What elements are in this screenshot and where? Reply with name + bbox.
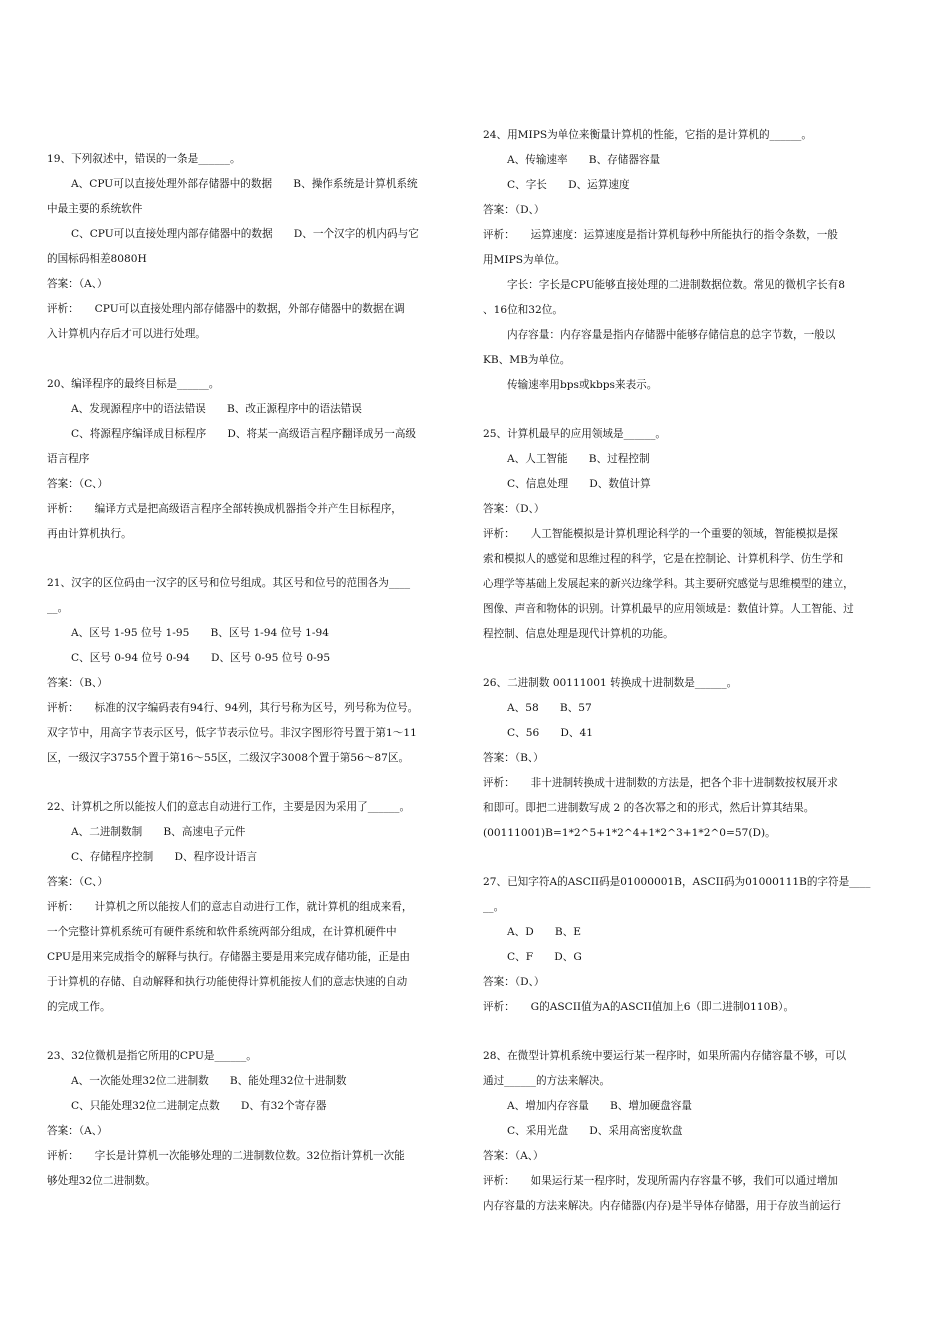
- question-stem: 28、在微型计算机系统中要运行某一程序时，如果所需内存储容量不够，可以: [483, 1050, 847, 1062]
- analysis-line: 评析： CPU可以直接处理内部存储器中的数据，外部存储器中的数据在调: [47, 303, 405, 315]
- text-line: 心理学等基础上发展起来的新兴边缘学科。其主要研究感觉与思维模型的建立，: [483, 578, 854, 590]
- text-line: 于计算机的存储、自动解释和执行功能使得计算机能按人们的意志快速的自动: [47, 976, 408, 988]
- question-stem: 21、汉字的区位码由一汉字的区号和位号组成。其区号和位号的范围各为____: [47, 577, 411, 589]
- text-line: 一个完整计算机系统可有硬件系统和软件系统两部分组成，在计算机硬件中: [47, 926, 397, 938]
- option-line: C、只能处理32位二进制定点数 D、有32个寄存器: [71, 1100, 327, 1112]
- question-stem: 22、计算机之所以能按人们的意志自动进行工作，主要是因为采用了______。: [47, 801, 411, 813]
- question-block-q24: [483, 123, 888, 398]
- question-stem: 25、计算机最早的应用领域是______。: [483, 428, 666, 440]
- text-line: 语言程序: [47, 453, 90, 465]
- option-line: C、将源程序编译成目标程序 D、将某一高级语言程序翻译成另一高级: [71, 428, 417, 440]
- text-line: 够处理32位二进制数。: [47, 1175, 156, 1187]
- text-line: 内存容量的方法来解决。内存储器(内存)是半导体存储器，用于存放当前运行: [483, 1200, 841, 1212]
- text-line: 程控制、信息处理是现代计算机的功能。: [483, 628, 674, 640]
- question-block-q23: [47, 1044, 452, 1194]
- option-line: C、56 D、41: [507, 727, 593, 739]
- option-line: A、二进制数制 B、高速电子元件: [71, 826, 246, 838]
- text-line: 、16位和32位。: [483, 304, 563, 316]
- option-line: C、采用光盘 D、采用高密度软盘: [507, 1125, 683, 1137]
- text-line: 双字节中，用高字节表示区号，低字节表示位号。非汉字图形符号置于第1～11: [47, 727, 417, 739]
- text-line: __。: [47, 602, 69, 614]
- analysis-line: 评析： 运算速度：运算速度是指计算机每秒中所能执行的指令条数，一般: [483, 229, 838, 241]
- option-line: A、一次能处理32位二进制数 B、能处理32位十进制数: [71, 1075, 347, 1087]
- answer-line: 答案：（B、）: [47, 677, 108, 689]
- text-line: 中最主要的系统软件: [47, 203, 143, 215]
- question-block-q26: [483, 671, 888, 846]
- option-line: A、58 B、57: [507, 702, 592, 714]
- option-line: A、传输速率 B、存储器容量: [507, 154, 661, 166]
- question-stem: 26、二进制数 00111001 转换成十进制数是______。: [483, 677, 738, 689]
- question-block-q28: [483, 1044, 888, 1219]
- question-block-q25: [483, 422, 888, 647]
- question-block-q21: [47, 571, 452, 771]
- text-line: 再由计算机执行。: [47, 528, 132, 540]
- option-line: C、字长 D、运算速度: [507, 179, 630, 191]
- text-line: 传输速率用bps或kbps来表示。: [507, 379, 658, 391]
- option-line: A、CPU可以直接处理外部存储器中的数据 B、操作系统是计算机系统: [71, 178, 418, 190]
- answer-line: 答案：（A、）: [47, 1125, 108, 1137]
- option-line: C、存储程序控制 D、程序设计语言: [71, 851, 258, 863]
- question-block-q19: [47, 147, 452, 347]
- text-line: 的完成工作。: [47, 1001, 111, 1013]
- answer-line: 答案：（B、）: [483, 752, 544, 764]
- text-line: 图像、声音和物体的识别。计算机最早的应用领域是：数值计算。人工智能、过: [483, 603, 854, 615]
- analysis-line: 评析： 标准的汉字编码表有94行、94列，其行号称为区号，列号称为位号。: [47, 702, 419, 714]
- question-stem: 24、用MIPS为单位来衡量计算机的性能，它指的是计算机的______。: [483, 129, 812, 141]
- analysis-line: 评析： 字长是计算机一次能够处理的二进制数位数。32位指计算机一次能: [47, 1150, 405, 1162]
- text-line: 的国标码相差8080H: [47, 253, 147, 265]
- answer-line: 答案：（C、）: [47, 876, 109, 888]
- option-line: C、区号 0-94 位号 0-94 D、区号 0-95 位号 0-95: [71, 652, 331, 664]
- question-stem: 19、下列叙述中，错误的一条是______。: [47, 153, 241, 165]
- question-block-q27: [483, 870, 888, 1020]
- option-line: C、F D、G: [507, 951, 582, 963]
- text-line: 用MIPS为单位。: [483, 254, 566, 266]
- answer-line: 答案：（A、）: [47, 278, 108, 290]
- option-line: A、增加内存容量 B、增加硬盘容量: [507, 1100, 692, 1112]
- analysis-line: 评析： G的ASCII值为A的ASCII值加上6（即二进制0110B）。: [483, 1001, 795, 1013]
- analysis-line: 评析： 编译方式是把高级语言程序全部转换成机器指令并产生目标程序，: [47, 503, 402, 515]
- text-line: 索和模拟人的感觉和思维过程的科学，它是在控制论、计算机科学、仿生学和: [483, 553, 844, 565]
- text-line: __。: [483, 901, 505, 913]
- analysis-line: 评析： 非十进制转换成十进制数的方法是，把各个非十进制数按权展开求: [483, 777, 838, 789]
- question-stem: 23、32位微机是指它所用的CPU是______。: [47, 1050, 257, 1062]
- text-line: 通过______的方法来解决。: [483, 1075, 611, 1087]
- answer-line: 答案：（D、）: [483, 204, 545, 216]
- analysis-line: 评析： 人工智能模拟是计算机理论科学的一个重要的领域，智能模拟是探: [483, 528, 838, 540]
- text-line: 区，一级汉字3755个置于第16～55区，二级汉字3008个置于第56～87区。: [47, 752, 410, 764]
- option-line: C、信息处理 D、数值计算: [507, 478, 651, 490]
- question-stem: 27、已知字符A的ASCII码是01000001B，ASCII码为01000111B的字符是____: [483, 876, 871, 888]
- question-block-q20: [47, 372, 452, 547]
- text-line: CPU是用来完成指令的解释与执行。存储器主要是用来完成存储功能，正是由: [47, 951, 410, 963]
- option-line: C、CPU可以直接处理内部存储器中的数据 D、一个汉字的机内码与它: [71, 228, 419, 240]
- answer-line: 答案：（D、）: [483, 976, 545, 988]
- text-line: (00111001)B=1*2^5+1*2^4+1*2^3+1*2^0=57(D)。: [483, 827, 776, 839]
- text-line: 内存容量：内存容量是指内存储器中能够存储信息的总字节数，一般以: [507, 329, 836, 341]
- analysis-line: 评析： 计算机之所以能按人们的意志自动进行工作，就计算机的组成来看，: [47, 901, 413, 913]
- question-block-q22: [47, 795, 452, 1020]
- answer-line: 答案：（D、）: [483, 503, 545, 515]
- text-line: 字长：字长是CPU能够直接处理的二进制数据位数。常见的微机字长有8: [507, 279, 845, 291]
- text-line: 和即可。即把二进制数写成 2 的各次幂之和的形式，然后计算其结果。: [483, 802, 815, 814]
- text-line: KB、MB为单位。: [483, 354, 571, 366]
- text-line: 入计算机内存后才可以进行处理。: [47, 328, 206, 340]
- option-line: A、D B、E: [507, 926, 582, 938]
- answer-line: 答案：（A、）: [483, 1150, 544, 1162]
- analysis-line: 评析： 如果运行某一程序时，发现所需内存容量不够，我们可以通过增加: [483, 1175, 838, 1187]
- option-line: A、人工智能 B、过程控制: [507, 453, 650, 465]
- question-stem: 20、编译程序的最终目标是______。: [47, 378, 220, 390]
- option-line: A、区号 1-95 位号 1-95 B、区号 1-94 位号 1-94: [71, 627, 329, 639]
- option-line: A、发现源程序中的语法错误 B、改正源程序中的语法错误: [71, 403, 362, 415]
- answer-line: 答案：（C、）: [47, 478, 109, 490]
